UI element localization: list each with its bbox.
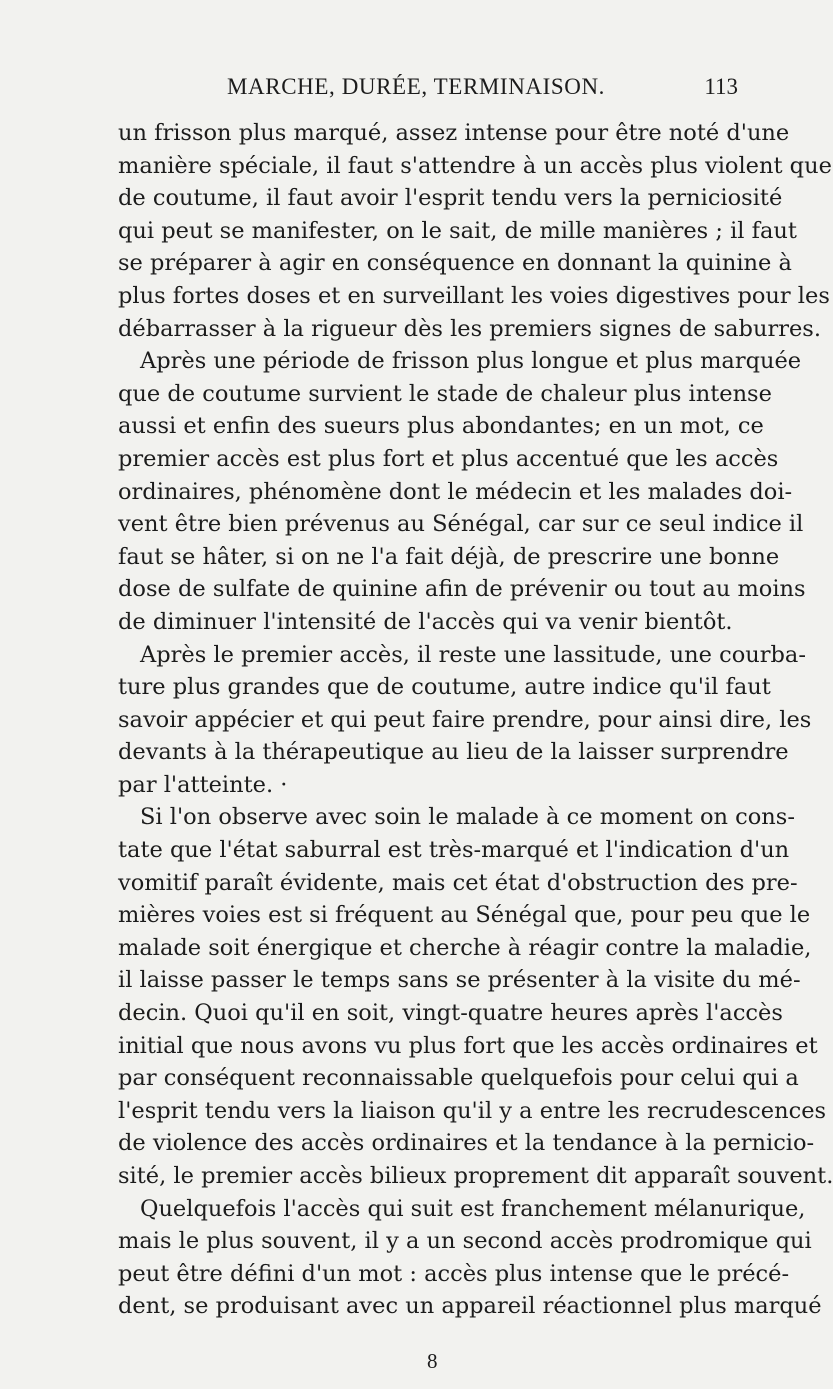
text-line: peut être défini d'un mot : accès plus intense que le précé- [118, 1260, 790, 1287]
running-title: MARCHE, DURÉE, TERMINAISON. [227, 74, 606, 99]
text-line: de diminuer l'intensité de l'accès qui va venir bientôt. [118, 608, 733, 635]
text-line: se préparer à agir en conséquence en donnant la quinine à [118, 250, 792, 277]
text-line: vomitif paraît évidente, mais cet état d'obstruction des pre- [118, 869, 798, 896]
text-line: de coutume, il faut avoir l'esprit tendu vers la perniciosité [118, 185, 783, 212]
text-line: il laisse passer le temps sans se présenter à la visite du mé- [118, 967, 801, 994]
text-line: Si l'on observe avec soin le malade à ce moment on cons- [140, 804, 795, 831]
text-line: Quelquefois l'accès qui suit est franchement mélanurique, [140, 1195, 806, 1222]
text-line: dent, se produisant avec un appareil réactionnel plus marqué [118, 1293, 822, 1320]
text-line: aussi et enfin des sueurs plus abondantes; en un mot, ce [118, 413, 764, 440]
text-line: plus fortes doses et en surveillant les voies digestives pour les [118, 282, 830, 309]
text-line: de violence des accès ordinaires et la tendance à la pernicio- [118, 1130, 815, 1157]
text-line: l'esprit tendu vers la liaison qu'il y a entre les recrudescences [118, 1097, 827, 1124]
signature-mark: 8 [427, 1349, 438, 1373]
text-line: débarrasser à la rigueur dès les premiers signes de saburres. [118, 315, 821, 342]
running-head [115, 74, 740, 104]
text-line: tate que l'état saburral est très-marqué et l'indication d'un [118, 837, 790, 864]
text-line: ture plus grandes que de coutume, autre indice qu'il faut [118, 674, 771, 701]
text-line: devants à la thérapeutique au lieu de la laisser surprendre [118, 739, 789, 766]
text-line: manière spéciale, il faut s'attendre à un accès plus violent que [118, 152, 832, 179]
text-line: premier accès est plus fort et plus accentué que les accès [118, 445, 779, 472]
text-line: malade soit énergique et cherche à réagir contre la maladie, [118, 934, 812, 961]
text-line: Après une période de frisson plus longue et plus marquée [140, 348, 802, 375]
text-line: savoir appécier et qui peut faire prendre, pour ainsi dire, les [118, 706, 812, 733]
text-line: vent être bien prévenus au Sénégal, car sur ce seul indice il [118, 511, 804, 538]
text-line: ordinaires, phénomène dont le médecin et les malades doi- [118, 478, 793, 505]
text-line: que de coutume survient le stade de chaleur plus intense [118, 380, 772, 407]
text-line: dose de sulfate de quinine afin de prévenir ou tout au moins [118, 576, 806, 603]
text-line: par conséquent reconnaissable quelquefois pour celui qui a [118, 1065, 799, 1092]
text-line: un frisson plus marqué, assez intense pour être noté d'une [118, 120, 790, 146]
text-line: par l'atteinte. · [118, 771, 288, 798]
text-line: decin. Quoi qu'il en soit, vingt-quatre heures après l'accès [118, 1000, 783, 1027]
text-line: faut se hâter, si on ne l'a fait déjà, de prescrire une bonne [118, 543, 780, 570]
body-text [118, 117, 833, 1323]
text-line: Après le premier accès, il reste une lassitude, une courba- [140, 641, 806, 668]
text-line: mais le plus souvent, il y a un second accès prodromique qui [118, 1228, 812, 1255]
text-line: initial que nous avons vu plus fort que les accès ordinaires et [118, 1032, 818, 1059]
text-line: mières voies est si fréquent au Sénégal que, pour peu que le [118, 902, 811, 929]
page-number: 113 [704, 74, 738, 99]
text-line: sité, le premier accès bilieux proprement dit apparaît souvent. [118, 1163, 833, 1189]
text-line: qui peut se manifester, on le sait, de mille manières ; il faut [118, 217, 797, 244]
